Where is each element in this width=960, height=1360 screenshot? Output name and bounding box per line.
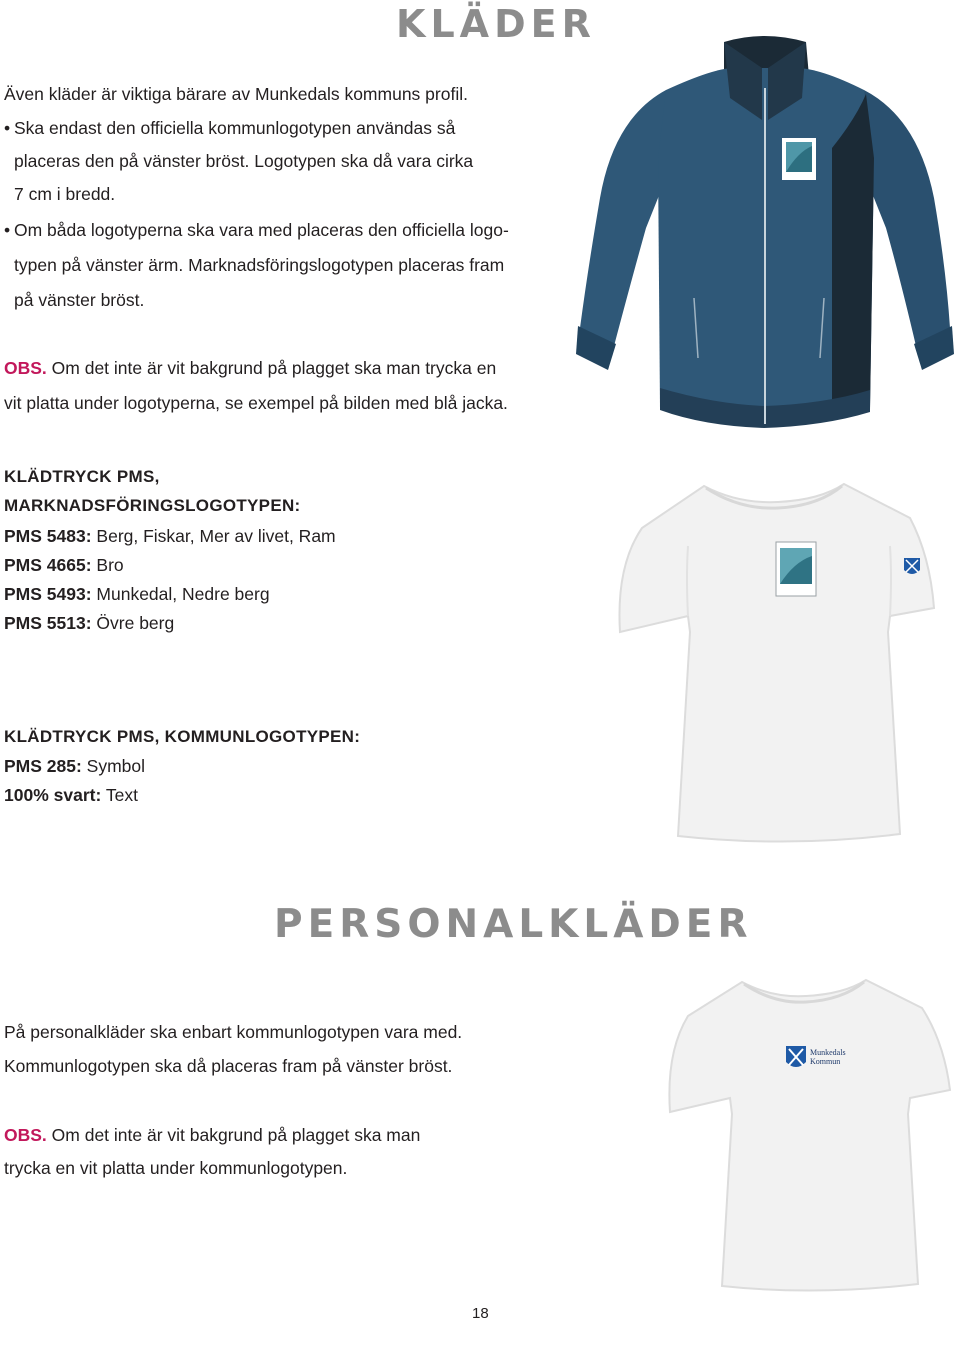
pms-code: PMS 285: [4, 756, 82, 776]
obs-2-line-2: trycka en vit platta under kommunlogotypen. [4, 1158, 348, 1178]
obs-1-label: OBS. [4, 358, 47, 378]
obs-2-label: OBS. [4, 1125, 47, 1145]
section-title-staff-clothing: PERSONALKLÄDER [274, 902, 753, 947]
obs-1-line-1 [4, 358, 496, 379]
pms-municipal-heading: KLÄDTRYCK PMS, KOMMUNLOGOTYPEN: [4, 727, 361, 746]
pms-row [4, 526, 336, 547]
pms-row [4, 756, 145, 777]
logo-text-line-1: Munkedals [810, 1048, 846, 1057]
white-tshirt-staff-image [660, 974, 956, 1296]
bullet-1-line-2: placeras den på vänster bröst. Logotypen ska då vara cirka [14, 151, 474, 171]
pms-row [4, 584, 270, 605]
staff-line-1: På personalkläder ska enbart kommunlogotypen vara med. [4, 1022, 463, 1042]
pms-row [4, 555, 124, 576]
pms-code: PMS 5483: [4, 526, 92, 546]
pms-row [4, 613, 174, 634]
pms-code: PMS 5513: [4, 613, 92, 633]
pms-desc: Berg, Fiskar, Mer av livet, Ram [91, 526, 336, 546]
pms-desc: Symbol [81, 756, 146, 776]
obs-2-line-1 [4, 1125, 420, 1146]
pms-desc: Munkedal, Nedre berg [91, 584, 270, 604]
pms-desc: Övre berg [91, 613, 175, 633]
pms-desc: Bro [91, 555, 124, 575]
blue-jacket-image [574, 28, 956, 446]
pms-desc: Text [101, 785, 138, 805]
pms-marketing-heading-1: KLÄDTRYCK PMS, [4, 467, 160, 486]
page-number: 18 [472, 1305, 489, 1322]
bullet-1-marker: • [4, 118, 11, 138]
bullet-2-line-2: typen på vänster ärm. Marknadsföringslogotypen placeras fram [14, 255, 505, 275]
obs-1-line-2: vit platta under logotyperna, se exempel på bilden med blå jacka. [4, 393, 508, 413]
logo-text-line-2: Kommun [810, 1057, 841, 1066]
pms-code: 100% svart: [4, 785, 102, 805]
pms-code: PMS 5493: [4, 584, 92, 604]
staff-line-2: Kommunlogotypen ska då placeras fram på vänster bröst. [4, 1056, 453, 1076]
bullet-1-line-3: 7 cm i bredd. [14, 184, 116, 204]
bullet-2-line-1: Om båda logotyperna ska vara med placeras den officiella logo- [14, 220, 509, 240]
page-title: KLÄDER [396, 2, 596, 46]
obs-2-text: Om det inte är vit bakgrund på plagget ska man [46, 1125, 421, 1145]
pms-marketing-heading-2: MARKNADSFÖRINGSLOGOTYPEN: [4, 496, 301, 515]
bullet-2-line-3: på vänster bröst. [14, 290, 145, 310]
pms-row [4, 785, 138, 806]
municipal-logo-wordmark [810, 1048, 846, 1066]
bullet-2-marker: • [4, 220, 11, 240]
white-tshirt-marketing-image [608, 476, 938, 848]
obs-1-text: Om det inte är vit bakgrund på plagget ska man trycka en [46, 358, 497, 378]
bullet-1-line-1: Ska endast den officiella kommunlogotypen användas så [14, 118, 456, 138]
intro-text: Även kläder är viktiga bärare av Munkedals kommuns profil. [4, 84, 468, 104]
pms-code: PMS 4665: [4, 555, 92, 575]
